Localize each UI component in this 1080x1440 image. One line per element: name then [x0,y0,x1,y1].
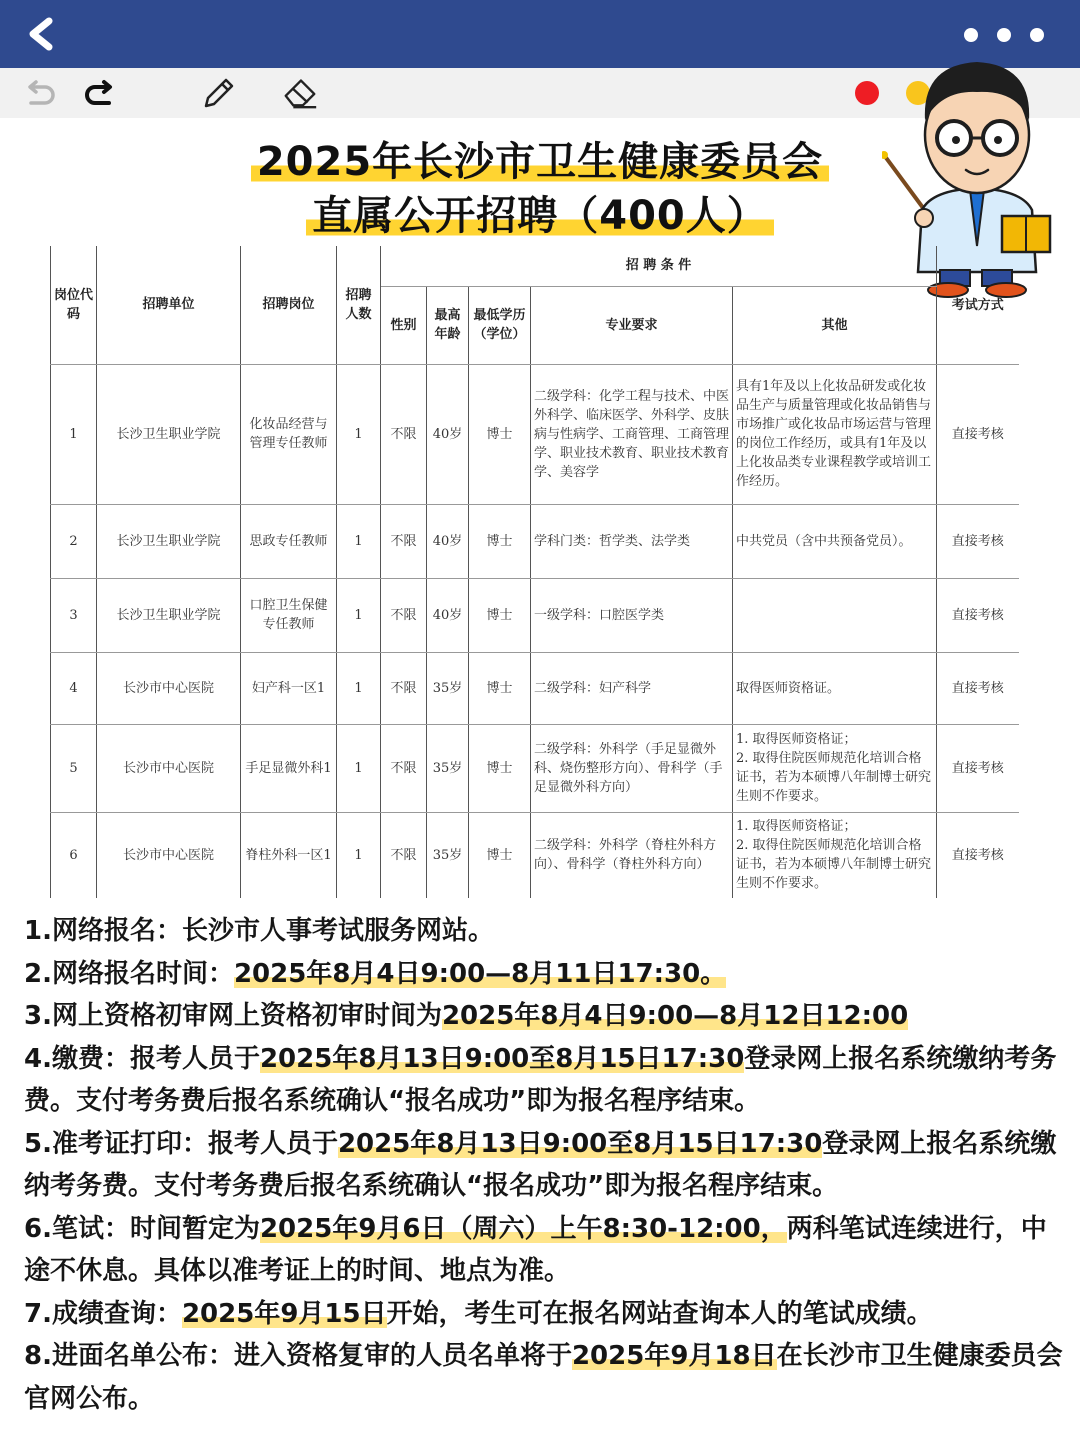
redo-button[interactable] [80,74,120,114]
header-count: 招聘人数 [337,246,381,364]
note-item: 4.缴费：报考人员于2025年8月13日9:00至8月15日17:30登录网上报名系统缴纳考务费。支付考务费后报名系统确认“报名成功”即为报名程序结束。 [24,1043,1057,1116]
cell-major: 二级学科：外科学（手足显微外科、烧伤整形方向）、骨科学（手足显微外科方向） [531,724,733,812]
cell-position: 手足显微外科1 [241,724,337,812]
pencil-icon [198,72,238,112]
table-row [51,724,1031,812]
cell-count: 1 [337,812,381,898]
chevron-left-icon [25,17,55,51]
header-education: 最低学历（学位） [469,286,531,364]
page-title-line-2: 直属公开招聘（400人） [0,184,1080,241]
cell-major: 二级学科：外科学（脊柱外科方向）、骨科学（脊柱外科方向） [531,812,733,898]
eraser-icon [280,72,320,112]
cell-gender: 不限 [381,812,427,898]
cell-gender: 不限 [381,578,427,652]
cell-major: 学科门类：哲学类、法学类 [531,504,733,578]
cell-age: 40岁 [427,504,469,578]
cell-code: 5 [51,724,97,812]
cell-exam: 直接考核 [937,652,1019,724]
header-other: 其他 [733,286,937,364]
undo-button[interactable] [20,74,60,114]
cell-count: 1 [337,652,381,724]
eraser-button[interactable] [280,72,320,112]
cell-education: 博士 [469,812,531,898]
cell-education: 博士 [469,724,531,812]
cell-unit: 长沙卫生职业学院 [97,504,241,578]
cell-other: 取得医师资格证。 [733,652,937,724]
cell-gender: 不限 [381,504,427,578]
cell-education: 博士 [469,504,531,578]
undo-icon [23,79,57,109]
header-conditions: 招 聘 条 件 [381,246,937,286]
cell-major: 二级学科：妇产科学 [531,652,733,724]
note-item: 8.进面名单公布：进入资格复审的人员名单将于2025年9月18日在长沙市卫生健康委员会官网公布。 [24,1341,1063,1414]
table-row [51,504,1031,578]
header-age: 最高年龄 [427,286,469,364]
table-row [51,652,1031,724]
cell-other: 具有1年及以上化妆品研发或化妆品生产与质量管理或化妆品销售与市场推广或化妆品市场运营与管理的岗位工作经历，或具有1年及以上化妆品类专业课程教学或培训工作经历。 [733,364,937,504]
cell-unit: 长沙市中心医院 [97,652,241,724]
cell-code: 3 [51,578,97,652]
cell-exam: 直接考核 [937,724,1019,812]
cell-code: 6 [51,812,97,898]
cell-unit: 长沙卫生职业学院 [97,364,241,504]
note-item: 7.成绩查询：2025年9月15日开始，考生可在报名网站查询本人的笔试成绩。 [24,1298,933,1329]
schedule-notes [24,910,1070,1420]
table-row [51,364,1031,504]
cell-exam: 直接考核 [937,812,1019,898]
header-code: 岗位代码 [51,246,97,364]
cell-position: 化妆品经营与管理专任教师 [241,364,337,504]
cell-position: 口腔卫生保健专任教师 [241,578,337,652]
table-row [51,812,1031,898]
cell-age: 35岁 [427,652,469,724]
cell-other: 1. 取得医师资格证； 2. 取得住院医师规范化培训合格证书，若为本硕博八年制博士研究生则不作要求。 [733,724,937,812]
header-gender: 性别 [381,286,427,364]
cell-unit: 长沙市中心医院 [97,812,241,898]
back-button[interactable] [18,12,62,56]
cell-count: 1 [337,724,381,812]
cell-code: 4 [51,652,97,724]
note-item: 6.笔试：时间暂定为2025年9月6日（周六）上午8:30-12:00，两科笔试连续进行，中途不休息。具体以准考证上的时间、地点为准。 [24,1213,1047,1286]
cell-code: 1 [51,364,97,504]
cell-exam: 直接考核 [937,364,1019,504]
redo-icon [83,79,117,109]
cell-count: 1 [337,364,381,504]
cell-position: 脊柱外科一区1 [241,812,337,898]
cell-other: 中共党员（含中共预备党员）。 [733,504,937,578]
header-exam: 考试方式 [937,246,1019,364]
table-row [51,578,1031,652]
cell-major: 一级学科：口腔医学类 [531,578,733,652]
cell-age: 40岁 [427,578,469,652]
note-item: 3.网上资格初审网上资格初审时间为2025年8月4日9:00—8月12日12:00 [24,1001,909,1031]
cell-exam: 直接考核 [937,578,1019,652]
cell-age: 35岁 [427,724,469,812]
cell-other: 1. 取得医师资格证； 2. 取得住院医师规范化培训合格证书，若为本硕博八年制博士研究生则不作要求。 [733,812,937,898]
cell-gender: 不限 [381,724,427,812]
cell-other [733,578,937,652]
cell-exam: 直接考核 [937,504,1019,578]
cell-major: 二级学科：化学工程与技术、中医外科学、临床医学、外科学、皮肤病与性病学、工商管理、工商管理学、职业技术教育、职业技术教育学、美容学 [531,364,733,504]
cell-code: 2 [51,504,97,578]
note-item: 5.准考证打印：报考人员于2025年8月13日9:00至8月15日17:30登录网上报名系统缴纳考务费。支付考务费后报名系统确认“报名成功”即为报名程序结束。 [24,1128,1057,1201]
cell-unit: 长沙市中心医院 [97,724,241,812]
cell-count: 1 [337,504,381,578]
cell-education: 博士 [469,364,531,504]
cell-age: 35岁 [427,812,469,898]
cell-education: 博士 [469,578,531,652]
header-unit: 招聘单位 [97,246,241,364]
note-item: 1.网络报名：长沙市人事考试服务网站。 [24,916,494,946]
recruitment-table [50,246,1031,898]
cell-position: 妇产科一区1 [241,652,337,724]
cell-unit: 长沙卫生职业学院 [97,578,241,652]
cell-education: 博士 [469,652,531,724]
note-item: 2.网络报名时间：2025年8月4日9:00—8月11日17:30。 [24,958,727,989]
page-title-line-1: 2025年长沙市卫生健康委员会 [0,130,1080,187]
cell-age: 40岁 [427,364,469,504]
header-position: 招聘岗位 [241,246,337,364]
cell-gender: 不限 [381,652,427,724]
pencil-button[interactable] [198,72,238,112]
header-major: 专业要求 [531,286,733,364]
cell-gender: 不限 [381,364,427,504]
red-color-swatch[interactable] [855,81,879,105]
cell-position: 思政专任教师 [241,504,337,578]
cell-count: 1 [337,578,381,652]
